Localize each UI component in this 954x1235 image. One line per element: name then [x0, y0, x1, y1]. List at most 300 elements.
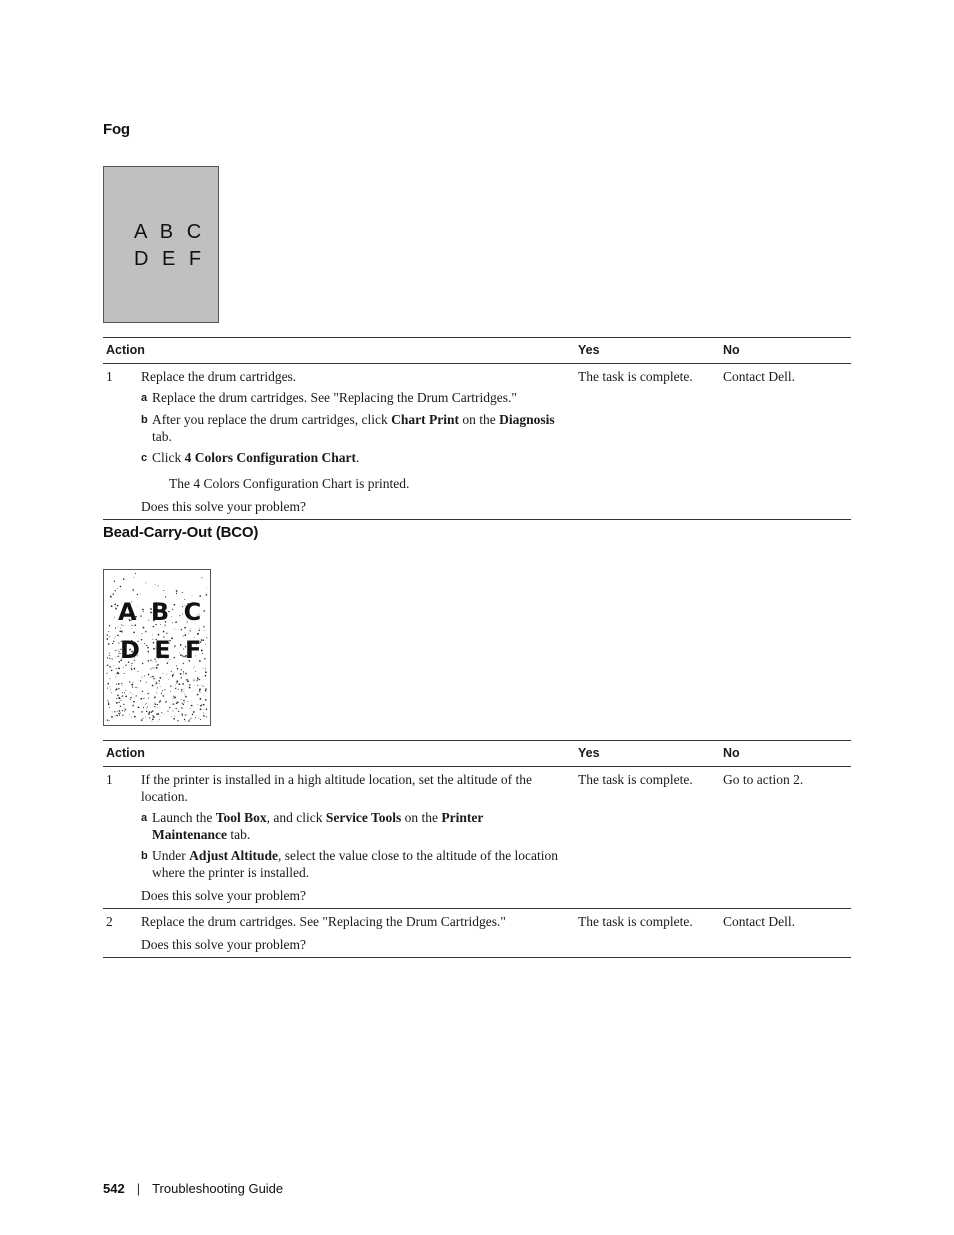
speckle-dot	[155, 684, 156, 685]
speckle-dot	[203, 626, 204, 627]
speckle-dot	[165, 702, 166, 703]
speckle-dot	[109, 678, 110, 679]
speckle-dot	[189, 684, 190, 685]
speckle-dot	[173, 703, 175, 705]
speckle-dot	[107, 683, 109, 685]
speckle-dot	[159, 701, 160, 702]
speckle-dot	[181, 677, 182, 678]
speckle-dot	[188, 720, 190, 722]
speckle-dot	[119, 714, 120, 715]
speckle-dot	[133, 701, 135, 703]
speckle-dot	[181, 629, 182, 630]
speckle-dot	[140, 593, 141, 594]
action-description	[138, 767, 575, 909]
speckle-dot	[131, 628, 132, 629]
step-letter: a	[141, 392, 148, 404]
speckle-dot	[156, 668, 157, 669]
speckle-dot	[107, 720, 108, 721]
speckle-dot	[130, 699, 131, 700]
speckle-dot	[176, 702, 178, 704]
step-b	[141, 411, 561, 445]
action-main-text: Replace the drum cartridges.	[141, 369, 297, 384]
speckle-dot	[120, 586, 122, 588]
step-text: Replace the drum cartridges. See "Replacing the Drum Cartridges."	[152, 390, 517, 405]
ui-term-adjust-altitude: Adjust Altitude	[189, 848, 279, 863]
speckle-dot	[187, 681, 189, 683]
speckle-dot	[162, 690, 163, 691]
speckle-dot	[185, 673, 187, 675]
speckle-dot	[192, 714, 194, 716]
speckle-dot	[137, 594, 138, 595]
ui-term-service-tools: Service Tools	[325, 810, 402, 825]
fog-sample-line-2: D E F	[134, 248, 206, 270]
speckle-dot	[199, 595, 201, 597]
speckle-dot	[116, 668, 117, 669]
fog-action-table	[103, 337, 851, 520]
header-yes: Yes	[575, 338, 720, 364]
speckle-dot	[124, 710, 125, 711]
speckle-dot	[117, 635, 119, 637]
speckle-dot	[110, 689, 111, 690]
speckle-dot	[115, 627, 116, 628]
step-c	[141, 449, 561, 467]
speckle-dot	[170, 686, 171, 687]
speckle-dot	[182, 683, 184, 685]
speckle-dot	[192, 595, 193, 596]
speckle-dot	[125, 709, 126, 710]
speckle-dot	[168, 679, 169, 680]
speckle-dot	[108, 631, 109, 632]
speckle-dot	[174, 716, 175, 717]
speckle-dot	[163, 631, 165, 633]
footer-title: Troubleshooting Guide	[152, 1181, 284, 1196]
speckle-dot	[145, 582, 146, 583]
speckle-dot	[185, 696, 187, 698]
speckle-dot	[152, 685, 154, 687]
speckle-dot	[109, 707, 110, 708]
speckle-dot	[115, 607, 116, 608]
speckle-dot	[195, 671, 196, 672]
speckle-dot	[130, 697, 131, 698]
speckle-dot	[110, 596, 112, 598]
header-yes: Yes	[575, 741, 720, 767]
speckle-dot	[129, 714, 130, 715]
speckle-dot	[109, 655, 110, 656]
speckle-dot	[115, 608, 117, 610]
speckle-dot	[116, 657, 117, 658]
yes-result: The task is complete.	[578, 914, 693, 929]
speckle-dot	[107, 688, 108, 689]
speckle-dot	[169, 707, 170, 708]
speckle-dot	[171, 717, 172, 718]
speckle-dot	[163, 695, 164, 696]
no-result: Contact Dell.	[723, 914, 795, 929]
speckle-dot	[187, 701, 188, 702]
speckle-dot	[107, 700, 108, 701]
speckle-dot	[118, 668, 120, 670]
speckle-dot	[205, 675, 207, 677]
step-text: Launch the Tool Box, and click Service Tools on the Printer Maintenance tab.	[152, 810, 484, 842]
speckle-dot	[206, 594, 208, 596]
speckle-dot	[145, 704, 146, 705]
speckle-dot	[152, 721, 153, 722]
speckle-dot	[146, 682, 147, 683]
speckle-dot	[150, 676, 151, 677]
speckle-dot	[125, 665, 126, 666]
speckle-dot	[175, 685, 176, 686]
speckle-dot	[198, 633, 199, 634]
speckle-dot	[157, 713, 159, 715]
section-title-fog: Fog	[103, 121, 130, 138]
speckle-dot	[193, 668, 194, 669]
action-main-text: Replace the drum cartridges. See "Replacing the Drum Cartridges."	[141, 914, 506, 929]
speckle-dot	[205, 668, 206, 669]
speckle-dot	[158, 721, 159, 722]
speckle-dot	[156, 681, 157, 682]
speckle-dot	[199, 688, 201, 690]
speckle-dot	[185, 721, 186, 722]
speckle-dot	[176, 665, 177, 666]
speckle-dot	[113, 641, 114, 642]
speckle-dot	[125, 696, 127, 698]
speckle-dot	[116, 676, 117, 677]
speckle-dot	[183, 684, 184, 685]
speckle-dot	[205, 699, 207, 701]
speckle-dot	[182, 715, 183, 716]
speckle-dot	[203, 715, 205, 717]
speckle-dot	[142, 677, 143, 678]
bco-sample-line-2: D E F	[120, 636, 205, 664]
speckle-dot	[109, 655, 110, 656]
ui-term-config-chart: 4 Colors Configuration Chart	[184, 450, 356, 465]
step-a	[141, 809, 561, 843]
speckle-dot	[116, 698, 117, 699]
speckle-dot	[155, 584, 156, 585]
speckle-dot	[117, 588, 118, 589]
speckle-dot	[185, 714, 186, 715]
question-text: Does this solve your problem?	[141, 499, 306, 514]
speckle-dot	[121, 631, 123, 633]
section-title-bco: Bead-Carry-Out (BCO)	[103, 524, 259, 541]
speckle-dot	[118, 673, 119, 674]
speckle-dot	[205, 690, 206, 691]
speckle-dot	[116, 702, 118, 704]
speckle-dot	[146, 703, 147, 704]
speckle-dot	[199, 718, 200, 719]
speckle-dot	[190, 718, 191, 719]
speckle-dot	[157, 688, 158, 689]
speckle-dot	[126, 664, 127, 665]
speckle-dot	[177, 668, 178, 669]
speckle-dot	[155, 704, 156, 705]
no-result: Go to action 2.	[723, 772, 804, 787]
speckle-dot	[106, 673, 107, 674]
speckle-dot	[148, 693, 149, 694]
speckle-dot	[203, 713, 204, 714]
speckle-dot	[164, 714, 165, 715]
speckle-dot	[117, 711, 118, 712]
speckle-dot	[189, 719, 190, 720]
speckle-dot	[136, 695, 137, 696]
speckle-dot	[206, 708, 208, 710]
speckle-dot	[140, 698, 142, 700]
speckle-dot	[191, 705, 193, 707]
speckle-dot	[184, 715, 185, 716]
speckle-dot	[113, 594, 114, 595]
speckle-dot	[183, 700, 184, 701]
speckle-dot	[174, 629, 175, 630]
speckle-dot	[114, 711, 115, 712]
speckle-dot	[109, 666, 111, 668]
speckle-dot	[125, 690, 126, 691]
speckle-dot	[120, 700, 121, 701]
speckle-dot	[121, 683, 122, 684]
ui-term-chart-print: Chart Print	[391, 412, 460, 427]
speckle-dot	[177, 720, 178, 721]
speckle-dot	[119, 630, 121, 632]
speckle-dot	[175, 688, 176, 689]
speckle-dot	[182, 703, 183, 704]
speckle-dot	[153, 678, 154, 679]
speckle-dot	[146, 711, 147, 712]
speckle-dot	[200, 708, 202, 710]
speckle-dot	[183, 704, 184, 705]
speckle-dot	[181, 699, 182, 700]
speckle-dot	[111, 716, 113, 718]
speckle-dot	[125, 708, 126, 709]
speckle-dot	[122, 692, 123, 693]
speckle-dot	[117, 695, 119, 697]
speckle-dot	[174, 697, 176, 699]
speckle-dot	[114, 638, 115, 639]
speckle-dot	[143, 627, 145, 629]
speckle-dot	[160, 716, 161, 717]
speckle-dot	[116, 674, 117, 675]
speckle-dot	[190, 631, 191, 632]
table-header-row	[103, 338, 851, 364]
speckle-dot	[109, 686, 110, 687]
speckle-dot	[200, 692, 201, 693]
footer-separator: |	[136, 1181, 141, 1196]
speckle-dot	[132, 589, 134, 591]
speckle-dot	[137, 671, 138, 672]
speckle-dot	[151, 711, 152, 712]
speckle-dot	[185, 694, 186, 695]
step-text: Under Adjust Altitude, select the value close to the altitude of the location where the printer is installed.	[152, 848, 559, 880]
speckle-dot	[200, 698, 202, 700]
speckle-dot	[205, 644, 206, 645]
action-main-text: If the printer is installed in a high altitude location, set the altitude of the location.	[141, 772, 533, 804]
speckle-dot	[115, 636, 116, 637]
speckle-dot	[109, 658, 110, 659]
speckle-dot	[202, 685, 203, 686]
question-text: Does this solve your problem?	[141, 888, 306, 903]
speckle-dot	[176, 593, 177, 594]
speckle-dot	[163, 590, 164, 591]
page-number: 542	[103, 1181, 125, 1196]
speckle-dot	[176, 682, 177, 683]
header-action: Action	[103, 338, 575, 364]
speckle-dot	[133, 632, 135, 634]
speckle-dot	[195, 666, 196, 667]
speckle-dot	[166, 633, 167, 634]
speckle-dot	[131, 669, 132, 670]
speckle-dot	[173, 696, 174, 697]
speckle-dot	[114, 617, 115, 618]
speckle-dot	[199, 630, 200, 631]
table-row	[103, 364, 851, 520]
speckle-dot	[106, 638, 108, 640]
speckle-dot	[141, 711, 143, 713]
speckle-dot	[112, 659, 113, 660]
speckle-dot	[118, 683, 120, 685]
speckle-dot	[115, 650, 116, 651]
speckle-dot	[184, 719, 185, 720]
speckle-dot	[129, 681, 130, 682]
speckle-dot	[123, 686, 124, 687]
speckle-dot	[131, 665, 132, 666]
speckle-dot	[149, 717, 150, 718]
speckle-dot	[159, 719, 160, 720]
speckle-dot	[184, 689, 185, 690]
speckle-dot	[123, 704, 124, 705]
speckle-dot	[145, 631, 146, 632]
speckle-dot	[132, 705, 133, 706]
speckle-dot	[120, 713, 121, 714]
speckle-dot	[172, 675, 174, 677]
speckle-dot	[189, 687, 191, 689]
speckle-dot	[197, 685, 198, 686]
speckle-dot	[159, 683, 160, 684]
speckle-dot	[180, 673, 182, 675]
speckle-dot	[173, 711, 174, 712]
speckle-dot	[160, 686, 161, 687]
speckle-dot	[145, 716, 146, 717]
speckle-dot	[133, 711, 134, 712]
speckle-dot	[161, 693, 162, 694]
speckle-dot	[154, 696, 156, 698]
speckle-dot	[181, 669, 182, 670]
speckle-dot	[122, 710, 123, 711]
page-footer	[103, 1181, 283, 1196]
action-number: 1	[106, 369, 113, 384]
speckle-dot	[115, 715, 116, 716]
speckle-dot	[158, 585, 159, 586]
speckle-dot	[114, 603, 116, 605]
step-text: After you replace the drum cartridges, click Chart Print on the Diagnosis tab.	[152, 412, 555, 444]
speckle-dot	[150, 668, 151, 669]
speckle-dot	[193, 679, 194, 680]
speckle-dot	[183, 671, 184, 672]
speckle-dot	[131, 668, 132, 669]
fog-sample-line-1: A B C	[134, 221, 206, 243]
speckle-dot	[170, 691, 171, 692]
speckle-dot	[138, 707, 140, 709]
bco-speckle-svg	[104, 570, 210, 725]
speckle-dot	[118, 697, 120, 699]
speckle-dot	[152, 718, 154, 720]
bco-sample-line-1: A B C	[118, 598, 205, 626]
table-row	[103, 909, 851, 958]
speckle-dot	[173, 698, 174, 699]
speckle-dot	[176, 681, 177, 682]
speckle-dot	[203, 668, 204, 669]
speckle-dot	[207, 587, 208, 588]
speckle-dot	[112, 643, 113, 644]
yes-result: The task is complete.	[578, 772, 693, 787]
result-note: The 4 Colors Configuration Chart is printed.	[169, 476, 410, 491]
speckle-dot	[179, 683, 181, 685]
speckle-dot	[161, 712, 162, 713]
speckle-dot	[118, 713, 119, 714]
step-b	[141, 847, 561, 881]
speckle-dot	[157, 664, 159, 666]
speckle-dot	[146, 708, 147, 709]
speckle-dot	[147, 706, 148, 707]
speckle-dot	[109, 636, 110, 637]
speckle-dot	[156, 682, 158, 684]
speckle-dot	[152, 715, 153, 716]
speckle-dot	[204, 709, 205, 710]
speckle-dot	[143, 707, 144, 708]
speckle-dot	[112, 712, 113, 713]
speckle-dot	[117, 627, 118, 628]
speckle-dot	[167, 674, 168, 675]
speckle-dot	[193, 705, 194, 706]
speckle-dot	[203, 676, 204, 677]
speckle-dot	[205, 671, 207, 673]
speckle-dot	[117, 656, 118, 657]
speckle-dot	[194, 691, 195, 692]
speckle-dot	[148, 674, 149, 675]
speckle-dot	[108, 702, 109, 703]
speckle-dot	[200, 719, 201, 720]
step-a	[141, 389, 561, 407]
speckle-dot	[118, 650, 119, 651]
speckle-dot	[199, 679, 200, 680]
speckle-dot	[156, 713, 157, 714]
speckle-dot	[107, 687, 108, 688]
speckle-dot	[143, 698, 144, 699]
step-text: Click 4 Colors Configuration Chart.	[152, 450, 360, 465]
speckle-dot	[153, 626, 154, 627]
speckle-dot	[153, 710, 154, 711]
speckle-dot	[111, 670, 113, 672]
speckle-dot	[107, 657, 108, 658]
speckle-dot	[167, 711, 168, 712]
speckle-dot	[115, 689, 116, 690]
speckle-dot	[142, 718, 143, 719]
speckle-dot	[114, 665, 115, 666]
speckle-dot	[132, 682, 133, 683]
speckle-dot	[184, 702, 185, 703]
table-header-row	[103, 741, 851, 767]
speckle-dot	[158, 680, 160, 682]
bco-action-table	[103, 740, 851, 958]
speckle-dot	[135, 687, 136, 688]
speckle-dot	[182, 592, 183, 593]
speckle-dot	[199, 628, 200, 629]
speckle-dot	[140, 680, 141, 681]
question-text: Does this solve your problem?	[141, 937, 306, 952]
yes-result: The task is complete.	[578, 369, 693, 384]
action-number: 1	[106, 772, 113, 787]
speckle-dot	[200, 705, 202, 707]
speckle-dot	[107, 665, 108, 666]
step-letter: a	[141, 812, 148, 824]
fog-sample-letters	[134, 219, 205, 273]
speckle-dot	[177, 701, 178, 702]
